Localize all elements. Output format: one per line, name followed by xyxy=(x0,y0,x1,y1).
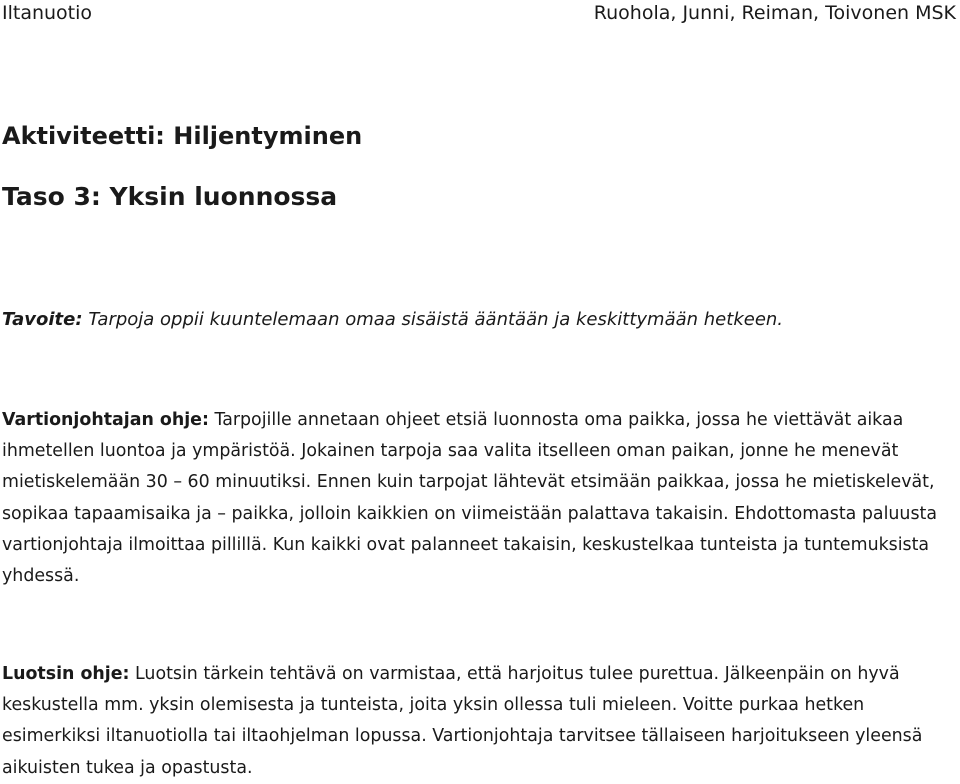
activity-title: Aktiviteetti: Hiljentyminen xyxy=(2,122,363,150)
guide-instructions-label: Luotsin ohje: xyxy=(2,664,130,684)
leader-instructions xyxy=(2,405,952,592)
leader-instructions-text: Tarpojille annetaan ohjeet etsiä luonnosta oma paikka, jossa he viettävät aikaa ihmetellen luontoa ja ympäristöä. Jokainen tarpoja saa valita itselleen oman paikan, jonne he menevät mietiskelemään 30 – 60 minuutiksi. Ennen kuin tarpojat lähtevät etsimään paikkaa, jossa he mietiskelevät, sopikaa tapaamisaika ja – paikka, jolloin kaikkien on viimeistään palattava takaisin. Ehdottomasta paluusta vartionjohtaja ilmoittaa pillillä. Kun kaikki ovat palanneet takaisin, keskustelkaa tunteista ja tuntemuksista yhdessä. xyxy=(2,410,937,587)
leader-instructions-label: Vartionjohtajan ohje: xyxy=(2,410,209,430)
header-left-text: Iltanuotio xyxy=(2,2,93,24)
goal-text: Tarpoja oppii kuuntelemaan omaa sisäistä ääntään ja keskittymään hetkeen. xyxy=(88,309,784,330)
guide-instructions xyxy=(2,659,952,784)
header-right-text: Ruohola, Junni, Reiman, Toivonen MSK xyxy=(593,2,956,24)
goal-label: Tavoite: xyxy=(2,309,83,330)
goal-line xyxy=(2,306,783,334)
guide-instructions-text: Luotsin tärkein tehtävä on varmistaa, että harjoitus tulee purettua. Jälkeenpäin on hyvä keskustella mm. yksin olemisesta ja tunteista, joita yksin ollessa tuli mieleen. Voitte purkaa hetken esimerkiksi iltanuotiolla tai iltaohjelman lopussa. Vartionjohtaja tarvitsee tällaiseen harjoitukseen yleensä aikuisten tukea ja opastusta. xyxy=(2,664,923,778)
level-title: Taso 3: Yksin luonnossa xyxy=(2,182,338,211)
